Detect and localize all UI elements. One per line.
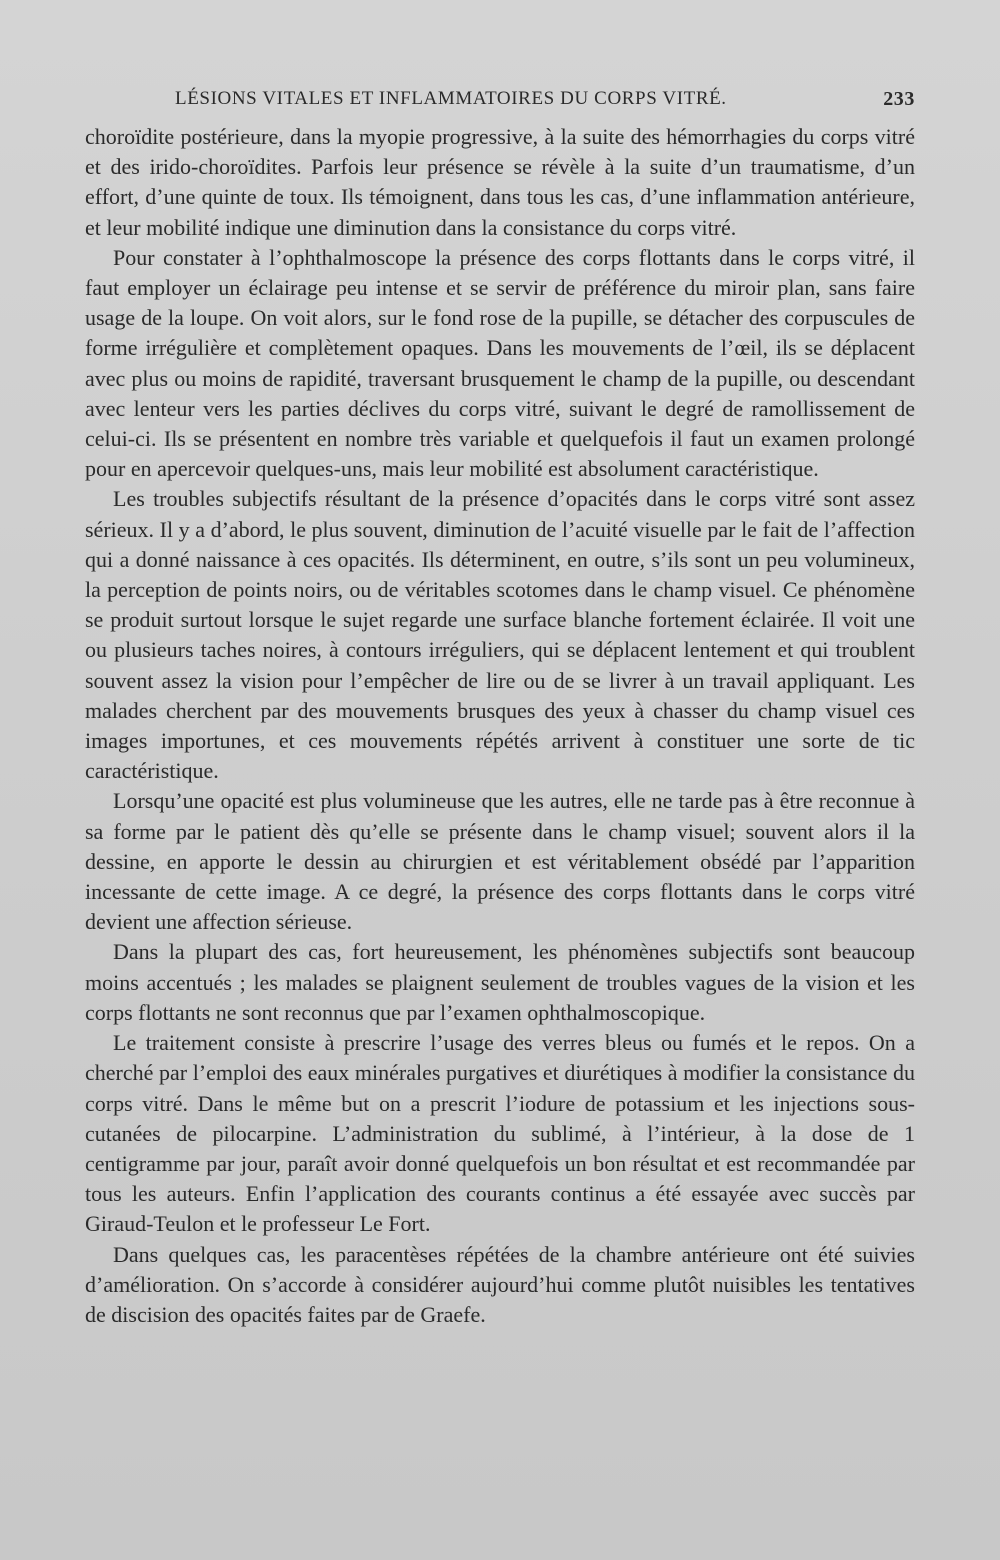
page-number: 233: [883, 88, 915, 110]
paragraph-treatment: Le traitement consiste à prescrire l’usage des verres bleus ou fumés et le repos. On a cherché par l’emploi des eaux minérales purgatives et diurétiques à modifier la consistance du corps vitré. Dans le même but on a prescrit l’iodure de potassium et les injections sous-cutanées de pilocarpine. L’administration du sublimé, à l’intérieur, à la dose de 1 centigramme par jour, paraît avoir donné quelquefois un bon résultat et est recommandée par tous les auteurs. Enfin l’application des courants continus a été essayée avec succès par Giraud-Teulon et le professeur Le Fort.: [85, 1030, 915, 1237]
running-header: [175, 88, 915, 116]
running-title: LÉSIONS VITALES ET INFLAMMATOIRES DU CORPS VITRÉ.: [175, 88, 727, 109]
paragraph-most-cases: Dans la plupart des cas, fort heureusement, les phénomènes subjectifs sont beaucoup moins accentués ; les malades se plaignent seulement de troubles vagues de la vision et les corps flottants ne sont reconnus que par l’examen ophthalmoscopique.: [85, 939, 915, 1025]
paragraph-paracentesis: Dans quelques cas, les paracentèses répétées de la chambre antérieure ont été suivies d’amélioration. On s’accorde à considérer aujourd’hui comme plutôt nuisibles les tentatives de discision des opacités faites par de Graefe.: [85, 1241, 915, 1327]
paragraph-large-opacity: Lorsqu’une opacité est plus volumineuse que les autres, elle ne tarde pas à être reconnue à sa forme par le patient dès qu’elle se présente dans le champ visuel; souvent alors il la dessine, en apporte le dessin au chirurgien et est véritablement obsédé par l’apparition incessante de cette image. A ce degré, la présence des corps flottants dans le corps vitré devient une affection sérieuse.: [85, 788, 915, 935]
paragraph-ophthalmoscope: Pour constater à l’ophthalmoscope la présence des corps flottants dans le corps vitré, il faut employer un éclairage peu intense et se servir de préférence du miroir plan, sans faire usage de la loupe. On voit alors, sur le fond rose de la pupille, se détacher des corpuscules de forme irrégulière et complètement opaques. Dans les mouvements de l’œil, ils se déplacent avec plus ou moins de rapidité, traversant brusquement le champ de la pupille, ou descendant avec lenteur vers les parties déclives du corps vitré, suivant le degré de ramollissement de celui-ci. Ils se présentent en nombre très variable et quelquefois il faut un examen prolongé pour en apercevoir quelques-uns, mais leur mobilité est absolument caractéristique.: [85, 244, 915, 482]
body-text: [85, 122, 915, 1330]
paragraph-subjective-troubles: Les troubles subjectifs résultant de la présence d’opacités dans le corps vitré sont assez sérieux. Il y a d’abord, le plus souvent, diminution de l’acuité visuelle par le fait de l’affection qui a donné naissance à ces opacités. Ils déterminent, en outre, s’ils sont un peu volumineux, la perception de points noirs, ou de véritables scotomes dans le champ visuel. Ce phénomène se produit surtout lorsque le sujet regarde une surface blanche fortement éclairée. Il voit une ou plusieurs taches noires, à contours irréguliers, qui se déplacent lentement et qui troublent souvent assez la vision pour l’empêcher de lire ou de se livrer à un travail appliquant. Les malades cherchent par des mouvements brusques des yeux à chasser du champ visuel ces images importunes, et ces mouvements répétés arrivent à constituer une sorte de tic caractéristique.: [85, 486, 915, 784]
paragraph-continued: choroïdite postérieure, dans la myopie progressive, à la suite des hémorrhagies du corps vitré et des irido-choroïdites. Parfois leur présence se révèle à la suite d’un traumatisme, d’un effort, d’une quinte de toux. Ils témoignent, dans tous les cas, d’une inflammation antérieure, et leur mobilité indique une diminution dans la consistance du corps vitré.: [85, 124, 915, 240]
